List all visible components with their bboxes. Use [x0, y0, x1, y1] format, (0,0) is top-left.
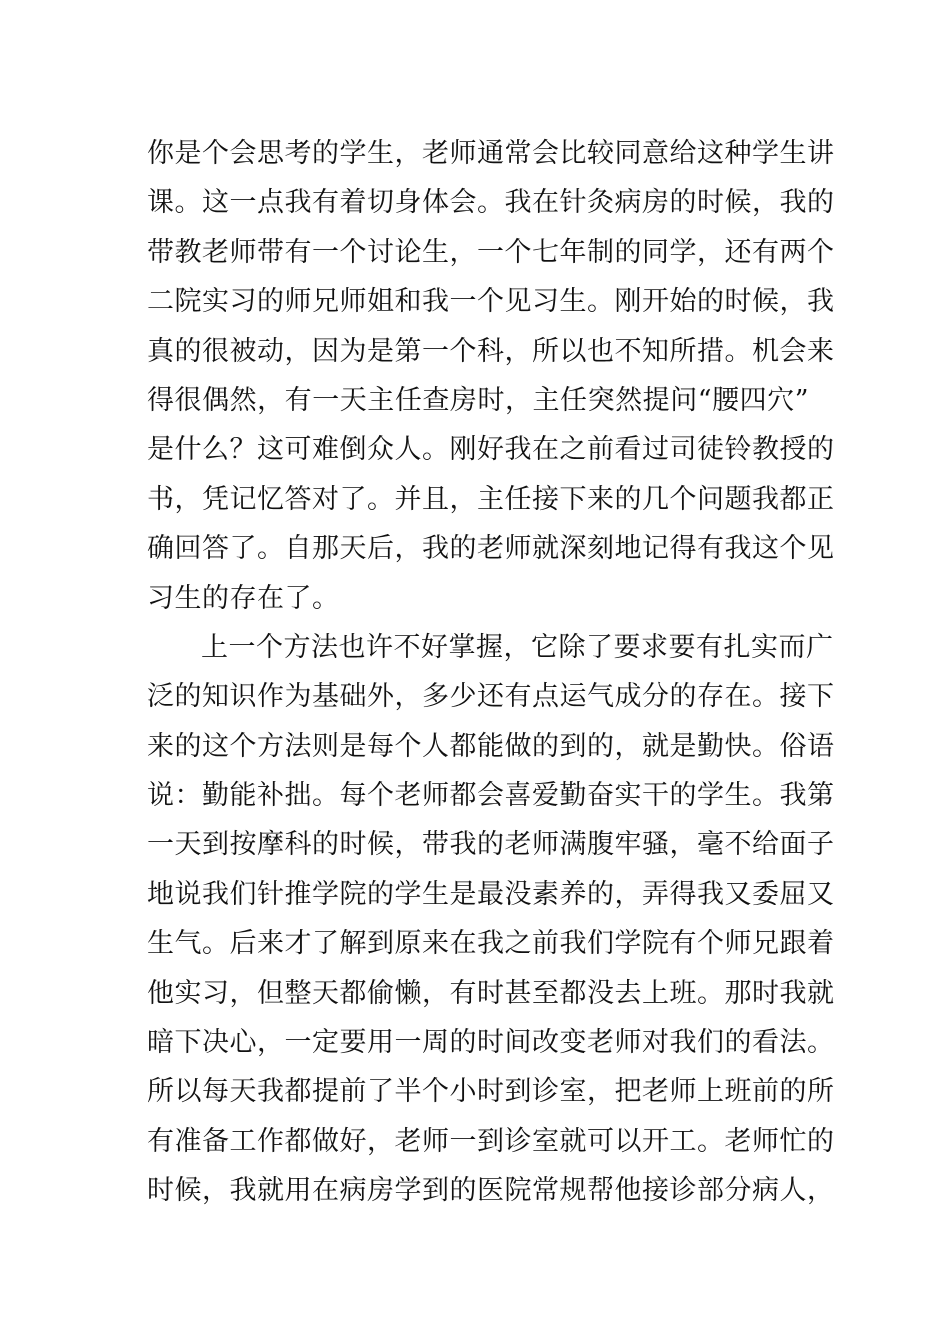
text-line: 二院实习的师兄师姐和我一个见习生。刚开始的时候，我	[147, 286, 835, 318]
text-line: 课。这一点我有着切身体会。我在针灸病房的时候，我的	[147, 187, 835, 219]
text-line: 生气。后来才了解到原来在我之前我们学院有个师兄跟着	[147, 928, 835, 960]
text-line: 一天到按摩科的时候，带我的老师满腹牢骚，毫不给面子	[147, 829, 835, 861]
text-line: 时候，我就用在病房学到的医院常规帮他接诊部分病人，	[147, 1175, 835, 1207]
text-line: 地说我们针推学院的学生是最没素养的，弄得我又委屈又	[147, 878, 835, 910]
text-line: 来的这个方法则是每个人都能做的到的，就是勤快。俗语	[147, 730, 835, 762]
text-line: 说：勤能补拙。每个老师都会喜爱勤奋实干的学生。我第	[147, 780, 835, 812]
text-line: 得很偶然，有一天主任查房时，主任突然提问“腰四穴”	[147, 384, 809, 416]
text-line: 泛的知识作为基础外，多少还有点运气成分的存在。接下	[147, 681, 835, 713]
body-text	[147, 129, 835, 1216]
text-line: 他实习，但整天都偷懒，有时甚至都没去上班。那时我就	[147, 977, 835, 1009]
text-line: 暗下决心，一定要用一周的时间改变老师对我们的看法。	[147, 1027, 835, 1059]
text-line: 所以每天我都提前了半个小时到诊室，把老师上班前的所	[147, 1076, 835, 1108]
text-line: 习生的存在了。	[147, 582, 340, 614]
text-line: 是什么？这可难倒众人。刚好我在之前看过司徒铃教授的	[147, 434, 835, 466]
text-line: 上一个方法也许不好掌握，它除了要求要有扎实而广	[201, 631, 834, 663]
text-line: 书，凭记忆答对了。并且，主任接下来的几个问题我都正	[147, 483, 835, 515]
text-line: 带教老师带有一个讨论生，一个七年制的同学，还有两个	[147, 236, 835, 268]
text-line: 真的很被动，因为是第一个科，所以也不知所措。机会来	[147, 335, 835, 367]
text-line: 你是个会思考的学生，老师通常会比较同意给这种学生讲	[147, 138, 835, 169]
text-line: 确回答了。自那天后，我的老师就深刻地记得有我这个见	[147, 533, 835, 565]
text-line: 有准备工作都做好，老师一到诊室就可以开工。老师忙的	[147, 1125, 835, 1157]
